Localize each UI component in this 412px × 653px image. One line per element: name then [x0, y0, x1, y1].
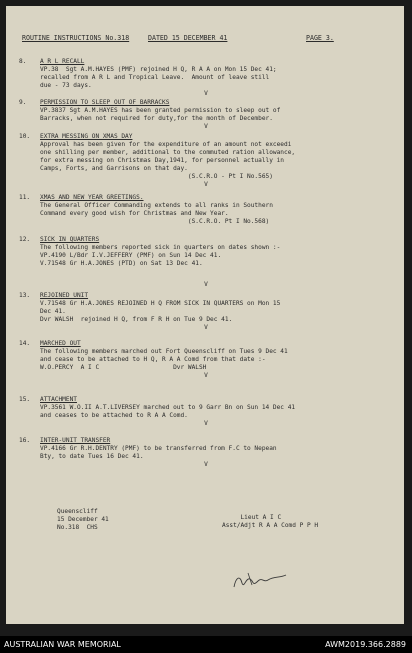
section-heading: PERMISSION TO SLEEP OUT OF BARRACKS	[40, 99, 170, 106]
section-heading: EXTRA MESSING ON XMAS DAY	[40, 133, 133, 140]
header-title: ROUTINE INSTRUCTIONS No.318	[22, 34, 130, 42]
separator-mark: V	[204, 420, 208, 427]
section-heading: SICK IN QUARTERS	[40, 236, 100, 243]
section-heading: INTER-UNIT TRANSFER	[40, 437, 111, 444]
section-number: 9.	[19, 99, 27, 106]
header-page: PAGE 3.	[306, 34, 334, 42]
section-body: VP.4166 Gr R.H.DENTRY (PMF) to be transferred from F.C to Nepean Bty, to date Tues 16 Dec 41.	[40, 445, 277, 460]
caption-accession-number: AWM2019.366.2889	[325, 640, 406, 649]
section-heading: REJOINED UNIT	[40, 292, 89, 299]
signature-icon	[230, 569, 290, 593]
section-body: The following members marched out Fort Queenscliff on Tues 9 Dec 41 and cease to be attached to H Q, R A A Comd from that date :- W.O.PERCY A I C Dvr WALSH	[40, 348, 288, 371]
separator-mark: V	[204, 324, 208, 331]
footer-signatory: Lieut A I C Asst/Adjt R A A Comd P P H	[222, 514, 319, 529]
section-number: 16.	[19, 437, 31, 444]
section-number: 14.	[19, 340, 31, 347]
section-heading: XMAS AND NEW YEAR GREETINGS.	[40, 194, 144, 201]
section-body: The following members reported sick in quarters on dates shown :- VP.4190 L/Bdr I.V.JEFFERY (PMF) on Sun 14 Dec 41. V.71548 Gr H.A.JONES (PTD) on Sat 13 Dec 41.	[40, 244, 281, 267]
separator-mark: V	[204, 281, 208, 288]
document-header	[22, 35, 377, 43]
section-number: 10.	[19, 133, 31, 140]
section-number: 13.	[19, 292, 31, 299]
section-number: 15.	[19, 396, 31, 403]
section-number: 11.	[19, 194, 31, 201]
section-body: V.71548 Gr H.A.JONES REJOINED H Q FROM SICK IN QUARTERS on Mon 15 Dec 41. Dvr WALSH rejoined H Q, from F R H on Tue 9 Dec 41.	[40, 300, 281, 323]
section-body: The General Officer Commanding extends to all ranks in Southern Command every good wish for Christmas and New Year. (S.C.R.O. Pt I No.568)	[40, 202, 273, 225]
document-page	[6, 6, 404, 624]
separator-mark: V	[204, 461, 208, 468]
section-number: 8.	[19, 58, 27, 65]
header-date: DATED 15 DECEMBER 41	[148, 34, 228, 42]
section-heading: MARCHED OUT	[40, 340, 81, 347]
section-number: 12.	[19, 236, 31, 243]
separator-mark: V	[204, 90, 208, 97]
footer-place-date: Queenscliff 15 December 41 No.318 CHS	[57, 508, 109, 531]
section-heading: ATTACHMENT	[40, 396, 77, 403]
section-body: VP.3561 W.O.II A.T.LIVERSEY marched out to 9 Garr Bn on Sun 14 Dec 41 and ceases to be attached to R A A Comd.	[40, 404, 296, 419]
caption-institution: AUSTRALIAN WAR MEMORIAL	[4, 640, 121, 649]
section-heading: A R L RECALL	[40, 58, 85, 65]
section-body: VP.3837 Sgt A.M.HAYES has been granted permission to sleep out of Barracks, when not required for duty,for the month of December.	[40, 107, 281, 122]
separator-mark: V	[204, 123, 208, 130]
separator-mark: V	[204, 181, 208, 188]
caption-bar	[0, 636, 412, 653]
separator-mark: V	[204, 372, 208, 379]
section-body: Approval has been given for the expenditure of an amount not exceedi one shilling per member, additional to the commuted ration allowance, for extra messing on Christmas Day,1941, for personnel actually in Camps, Forts, and Garrisons on that day. (S.C.R.O - Pt I No.565)	[40, 141, 296, 180]
section-body: VP.38 Sgt A.M.HAYES (PMF) rejoined H Q, R A A on Mon 15 Dec 41; recalled from A R L and Tropical Leave. Amount of leave still due - 73 days.	[40, 66, 277, 89]
